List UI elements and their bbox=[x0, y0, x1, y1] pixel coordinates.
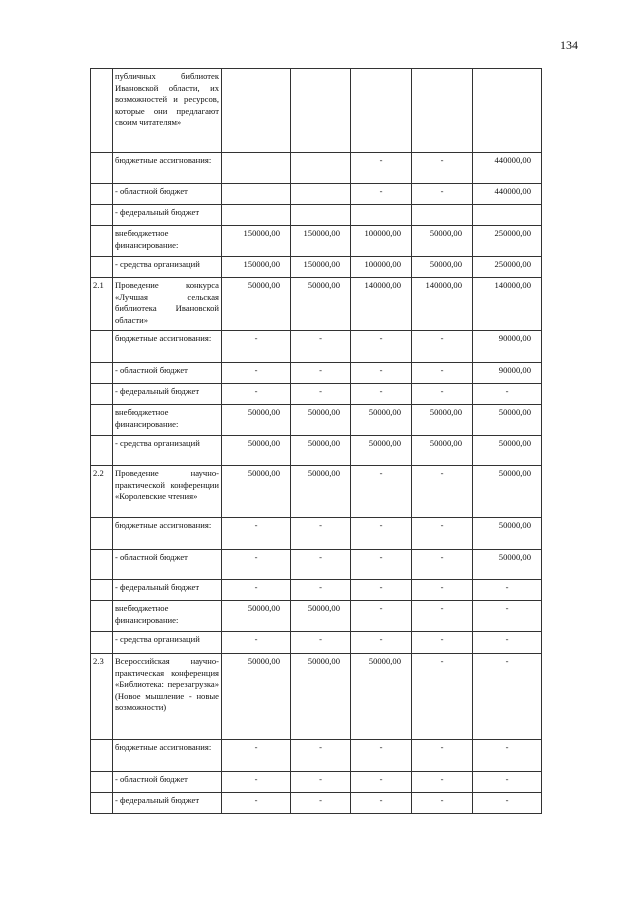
table-row bbox=[91, 153, 542, 184]
value-cell bbox=[222, 69, 291, 153]
row-name-cell: - областной бюджет bbox=[113, 550, 222, 580]
value-cell: - bbox=[473, 632, 542, 654]
value-cell: - bbox=[351, 184, 412, 205]
value-cell: - bbox=[222, 740, 291, 772]
value-cell: 50000,00 bbox=[222, 466, 291, 518]
budget-table bbox=[90, 68, 542, 814]
row-name-cell: бюджетные ассигнования: bbox=[113, 331, 222, 363]
value-cell bbox=[222, 205, 291, 226]
table-row bbox=[91, 601, 542, 632]
table-row bbox=[91, 772, 542, 793]
value-cell: - bbox=[473, 384, 542, 405]
value-cell: - bbox=[291, 550, 351, 580]
value-cell: - bbox=[412, 654, 473, 740]
value-cell: - bbox=[473, 601, 542, 632]
value-cell: 50000,00 bbox=[291, 278, 351, 331]
value-cell: 50000,00 bbox=[222, 278, 291, 331]
value-cell: - bbox=[351, 632, 412, 654]
row-index-cell bbox=[91, 632, 113, 654]
value-cell: 50000,00 bbox=[351, 436, 412, 466]
value-cell: 140000,00 bbox=[351, 278, 412, 331]
row-name-cell: бюджетные ассигнования: bbox=[113, 518, 222, 550]
table-row bbox=[91, 580, 542, 601]
value-cell: - bbox=[412, 153, 473, 184]
value-cell: 440000,00 bbox=[473, 184, 542, 205]
value-cell: - bbox=[291, 518, 351, 550]
row-name-cell: - областной бюджет bbox=[113, 772, 222, 793]
value-cell: - bbox=[351, 601, 412, 632]
value-cell: 50000,00 bbox=[412, 405, 473, 436]
value-cell bbox=[222, 153, 291, 184]
value-cell: 440000,00 bbox=[473, 153, 542, 184]
value-cell bbox=[351, 69, 412, 153]
value-cell: 50000,00 bbox=[473, 436, 542, 466]
value-cell: - bbox=[412, 184, 473, 205]
value-cell: - bbox=[412, 632, 473, 654]
row-index-cell bbox=[91, 226, 113, 257]
value-cell: 250000,00 bbox=[473, 226, 542, 257]
value-cell: 50000,00 bbox=[412, 436, 473, 466]
value-cell: - bbox=[473, 740, 542, 772]
value-cell: 50000,00 bbox=[291, 601, 351, 632]
row-name-cell: - федеральный бюджет bbox=[113, 793, 222, 814]
value-cell: - bbox=[351, 580, 412, 601]
value-cell: 100000,00 bbox=[351, 226, 412, 257]
value-cell: - bbox=[351, 793, 412, 814]
table-row bbox=[91, 405, 542, 436]
row-index-cell: 2.3 bbox=[91, 654, 113, 740]
value-cell: 50000,00 bbox=[291, 436, 351, 466]
value-cell: 100000,00 bbox=[351, 257, 412, 278]
row-name-cell: бюджетные ассигнования: bbox=[113, 740, 222, 772]
value-cell: - bbox=[412, 580, 473, 601]
value-cell: - bbox=[473, 772, 542, 793]
value-cell: - bbox=[351, 384, 412, 405]
value-cell: - bbox=[291, 580, 351, 601]
value-cell: - bbox=[473, 580, 542, 601]
value-cell: - bbox=[351, 466, 412, 518]
value-cell: - bbox=[473, 654, 542, 740]
value-cell bbox=[412, 205, 473, 226]
row-index-cell bbox=[91, 518, 113, 550]
row-name-cell: - федеральный бюджет bbox=[113, 205, 222, 226]
row-index-cell bbox=[91, 772, 113, 793]
row-index-cell bbox=[91, 793, 113, 814]
page-number: 134 bbox=[560, 38, 578, 52]
table-row bbox=[91, 69, 542, 153]
value-cell: 150000,00 bbox=[291, 226, 351, 257]
table-row bbox=[91, 331, 542, 363]
value-cell: 90000,00 bbox=[473, 363, 542, 384]
value-cell: - bbox=[412, 384, 473, 405]
value-cell: - bbox=[291, 384, 351, 405]
value-cell: 50000,00 bbox=[473, 405, 542, 436]
value-cell bbox=[351, 205, 412, 226]
table-row bbox=[91, 257, 542, 278]
value-cell: - bbox=[291, 740, 351, 772]
value-cell: - bbox=[291, 331, 351, 363]
row-name-cell: Проведение научно-практической конференции «Королевские чтения» bbox=[113, 466, 222, 518]
value-cell: 50000,00 bbox=[351, 405, 412, 436]
value-cell: - bbox=[473, 793, 542, 814]
table-row bbox=[91, 654, 542, 740]
table-row bbox=[91, 740, 542, 772]
row-name-cell: бюджетные ассигнования: bbox=[113, 153, 222, 184]
row-index-cell bbox=[91, 740, 113, 772]
row-name-cell: - областной бюджет bbox=[113, 363, 222, 384]
value-cell bbox=[412, 69, 473, 153]
row-index-cell: 2.2 bbox=[91, 466, 113, 518]
row-name-cell: - средства организаций bbox=[113, 632, 222, 654]
value-cell: 150000,00 bbox=[222, 257, 291, 278]
value-cell: - bbox=[222, 580, 291, 601]
row-name-cell: Проведение конкурса «Лучшая сельская библиотека Ивановской области» bbox=[113, 278, 222, 331]
row-index-cell bbox=[91, 153, 113, 184]
value-cell: 50000,00 bbox=[291, 654, 351, 740]
row-name-cell: внебюджетное финансирование: bbox=[113, 601, 222, 632]
value-cell: 50000,00 bbox=[412, 257, 473, 278]
value-cell: - bbox=[412, 331, 473, 363]
value-cell: 50000,00 bbox=[351, 654, 412, 740]
table-row bbox=[91, 226, 542, 257]
value-cell: 50000,00 bbox=[222, 654, 291, 740]
table-row bbox=[91, 363, 542, 384]
value-cell bbox=[473, 69, 542, 153]
table-row bbox=[91, 550, 542, 580]
value-cell: - bbox=[351, 550, 412, 580]
value-cell: - bbox=[291, 772, 351, 793]
value-cell bbox=[222, 184, 291, 205]
value-cell: - bbox=[222, 518, 291, 550]
table-row bbox=[91, 436, 542, 466]
row-name-cell: - областной бюджет bbox=[113, 184, 222, 205]
row-index-cell bbox=[91, 184, 113, 205]
row-index-cell bbox=[91, 69, 113, 153]
value-cell: - bbox=[351, 331, 412, 363]
row-index-cell bbox=[91, 550, 113, 580]
table-row bbox=[91, 793, 542, 814]
value-cell: 140000,00 bbox=[412, 278, 473, 331]
value-cell bbox=[291, 205, 351, 226]
row-name-cell: - средства организаций bbox=[113, 436, 222, 466]
row-name-cell: внебюджетное финансирование: bbox=[113, 405, 222, 436]
row-name-cell: внебюджетное финансирование: bbox=[113, 226, 222, 257]
value-cell: - bbox=[222, 363, 291, 384]
row-index-cell: 2.1 bbox=[91, 278, 113, 331]
row-index-cell bbox=[91, 257, 113, 278]
value-cell: - bbox=[351, 153, 412, 184]
value-cell: - bbox=[291, 632, 351, 654]
table-row bbox=[91, 384, 542, 405]
value-cell: 90000,00 bbox=[473, 331, 542, 363]
value-cell: - bbox=[291, 793, 351, 814]
row-index-cell bbox=[91, 405, 113, 436]
table-row bbox=[91, 205, 542, 226]
value-cell: 50000,00 bbox=[473, 466, 542, 518]
row-name-cell: - средства организаций bbox=[113, 257, 222, 278]
value-cell: - bbox=[412, 550, 473, 580]
value-cell: - bbox=[412, 518, 473, 550]
value-cell: - bbox=[412, 363, 473, 384]
value-cell: - bbox=[351, 772, 412, 793]
table-row bbox=[91, 466, 542, 518]
value-cell: - bbox=[351, 740, 412, 772]
value-cell: 250000,00 bbox=[473, 257, 542, 278]
value-cell: 150000,00 bbox=[291, 257, 351, 278]
value-cell: 150000,00 bbox=[222, 226, 291, 257]
value-cell: - bbox=[222, 384, 291, 405]
value-cell: - bbox=[222, 793, 291, 814]
table-row bbox=[91, 632, 542, 654]
value-cell bbox=[473, 205, 542, 226]
value-cell: - bbox=[351, 518, 412, 550]
value-cell: - bbox=[412, 793, 473, 814]
value-cell: - bbox=[222, 331, 291, 363]
table-row bbox=[91, 278, 542, 331]
value-cell: 50000,00 bbox=[222, 405, 291, 436]
value-cell: 50000,00 bbox=[291, 466, 351, 518]
row-index-cell bbox=[91, 436, 113, 466]
value-cell: - bbox=[222, 550, 291, 580]
row-name-cell: Всероссийская научно-практическая конференция «Библиотека: перезагрузка» (Новое мышление - новые возможности) bbox=[113, 654, 222, 740]
table-row bbox=[91, 518, 542, 550]
value-cell: 50000,00 bbox=[222, 436, 291, 466]
table-row bbox=[91, 184, 542, 205]
value-cell: - bbox=[222, 632, 291, 654]
value-cell: - bbox=[291, 363, 351, 384]
value-cell: 50000,00 bbox=[412, 226, 473, 257]
value-cell bbox=[291, 184, 351, 205]
value-cell: - bbox=[412, 601, 473, 632]
row-index-cell bbox=[91, 384, 113, 405]
value-cell: 50000,00 bbox=[291, 405, 351, 436]
value-cell: - bbox=[412, 772, 473, 793]
row-name-cell: - федеральный бюджет bbox=[113, 580, 222, 601]
value-cell: 50000,00 bbox=[473, 550, 542, 580]
value-cell: - bbox=[222, 772, 291, 793]
row-index-cell bbox=[91, 363, 113, 384]
row-index-cell bbox=[91, 205, 113, 226]
row-index-cell bbox=[91, 601, 113, 632]
value-cell: 50000,00 bbox=[473, 518, 542, 550]
value-cell: 140000,00 bbox=[473, 278, 542, 331]
row-name-cell: публичных библиотек Ивановской области, их возможностей и ресурсов, которые они предлагают своим читателям» bbox=[113, 69, 222, 153]
value-cell: - bbox=[412, 466, 473, 518]
value-cell bbox=[291, 153, 351, 184]
row-index-cell bbox=[91, 331, 113, 363]
value-cell: 50000,00 bbox=[222, 601, 291, 632]
value-cell: - bbox=[412, 740, 473, 772]
row-name-cell: - федеральный бюджет bbox=[113, 384, 222, 405]
value-cell: - bbox=[351, 363, 412, 384]
value-cell bbox=[291, 69, 351, 153]
row-index-cell bbox=[91, 580, 113, 601]
